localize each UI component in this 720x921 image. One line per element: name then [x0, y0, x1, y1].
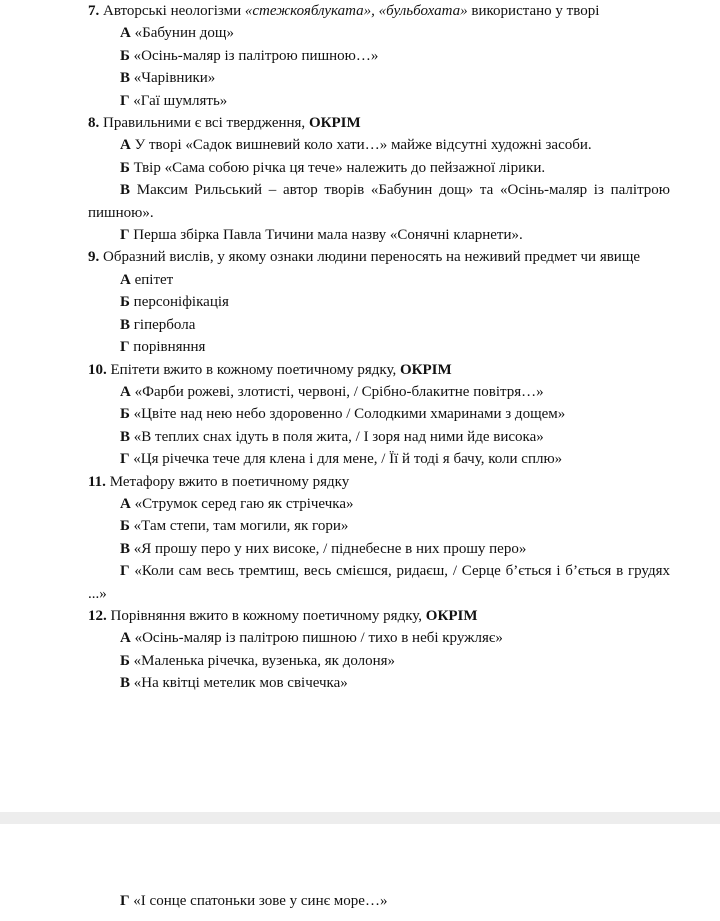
option-text: «Бабунин дощ»: [134, 25, 234, 42]
question-8-option-d: [88, 224, 670, 246]
option-text: Перша збірка Павла Тичини мала назву «Сонячні кларнети».: [133, 227, 523, 244]
option-letter: В: [120, 70, 131, 87]
question-10-option-d: [88, 448, 670, 470]
question-7-number: 7.: [88, 3, 100, 19]
question-11-option-b: [88, 515, 670, 537]
option-text: «Чарівники»: [133, 70, 216, 87]
question-10: [88, 359, 670, 381]
option-letter: Б: [120, 47, 130, 64]
question-12-bold-text: ОКРІМ: [425, 607, 478, 624]
option-text: епітет: [134, 271, 174, 288]
question-7-text-after: використано у творі: [467, 3, 600, 19]
page-two: [0, 824, 720, 921]
question-9-option-d: [88, 336, 670, 358]
option-letter: В: [120, 675, 131, 692]
question-12-option-a: [88, 627, 670, 649]
question-9-option-c: [88, 314, 670, 336]
option-text: «Ця річечка тече для клена і для мене, / Її й тоді я бачу, коли сплю»: [133, 451, 563, 468]
question-10-bold-text: ОКРІМ: [399, 361, 452, 378]
option-letter: Г: [120, 893, 130, 909]
option-text: «Струмок серед гаю як стрічечка»: [134, 495, 354, 512]
option-text: «Фарби рожеві, злотисті, червоні, / Срібно-блакитне повітря…»: [134, 383, 544, 400]
question-8-number: 8.: [88, 115, 100, 132]
question-10-number: 10.: [88, 361, 107, 378]
option-letter: Г: [120, 563, 130, 580]
option-text: порівняння: [133, 339, 206, 356]
option-letter: А: [120, 25, 131, 42]
question-12-option-b: [88, 650, 670, 672]
question-8-option-b: [88, 157, 670, 179]
option-letter: Б: [120, 652, 130, 669]
option-letter: А: [120, 271, 131, 288]
question-10-text: Епітети вжито в кожному поетичному рядку,: [110, 361, 400, 378]
question-7-text-before: Авторські неологізми: [103, 3, 245, 19]
option-text: «Я прошу перо у них високе, / піднебесне в них прошу перо»: [133, 540, 527, 557]
option-letter: В: [120, 540, 131, 557]
question-7-option-b: [88, 45, 670, 67]
question-9-option-a: [88, 269, 670, 291]
option-letter: А: [120, 137, 131, 154]
question-12-option-c: [88, 672, 670, 694]
option-text: «Гаї шумлять»: [133, 92, 228, 109]
option-text: «І сонце спатоньки зове у синє море…»: [133, 893, 388, 909]
question-12-option-d: [88, 890, 670, 912]
question-9-text: Образний вислів, у якому ознаки людини переносять на неживий предмет чи явище: [103, 249, 641, 266]
question-8-bold-text: ОКРІМ: [308, 115, 361, 132]
question-11-option-d: [88, 560, 670, 605]
question-7: [88, 0, 670, 22]
question-9-option-b: [88, 291, 670, 313]
option-text: «Осінь-маляр із палітрою пишною / тихо в небі кружляє»: [134, 630, 503, 647]
question-9: [88, 246, 670, 268]
question-7-option-c: [88, 67, 670, 89]
option-letter: Г: [120, 92, 130, 109]
question-11-option-a: [88, 493, 670, 515]
question-9-number: 9.: [88, 249, 100, 266]
question-10-option-c: [88, 426, 670, 448]
question-8: [88, 112, 670, 134]
question-8-option-a: [88, 134, 670, 156]
page-break: [0, 812, 720, 824]
option-text: Максим Рильський – автор творів «Бабунин дощ» та «Осінь-маляр із палітрою пишною».: [88, 182, 671, 221]
question-8-text: Правильними є всі твердження,: [103, 115, 309, 132]
question-7-italic-text: «стежкояблуката», «бульбохата»: [244, 3, 468, 19]
question-10-option-a: [88, 381, 670, 403]
option-text: «На квітці метелик мов свічечка»: [133, 675, 348, 692]
option-text: «Маленька річечка, вузенька, як долоня»: [133, 652, 396, 669]
question-10-option-b: [88, 403, 670, 425]
question-7-option-a: [88, 22, 670, 44]
question-12-number: 12.: [88, 607, 107, 624]
question-8-option-c: [88, 179, 670, 224]
option-text: гіпербола: [133, 316, 196, 333]
option-letter: Б: [120, 159, 130, 176]
option-text: «Коли сам весь тремтиш, весь смієшся, ридаєш, / Серце б’ється і б’ється в грудях ...»: [88, 563, 671, 602]
question-11: [88, 471, 670, 493]
question-11-option-c: [88, 538, 670, 560]
option-text: Твір «Сама собою річка ця тече» належить до пейзажної лірики.: [133, 159, 546, 176]
option-letter: В: [120, 428, 131, 445]
option-letter: В: [120, 316, 131, 333]
option-text: У творі «Садок вишневий коло хати…» майже відсутні художні засоби.: [134, 137, 592, 154]
option-letter: А: [120, 383, 131, 400]
option-text: персоніфікація: [133, 294, 229, 311]
option-letter: Г: [120, 451, 130, 468]
option-text: «В теплих снах ідуть в поля жита, / І зоря над ними йде висока»: [133, 428, 544, 445]
option-letter: Г: [120, 339, 130, 356]
option-letter: А: [120, 630, 131, 647]
question-12: [88, 605, 670, 627]
question-12-text: Порівняння вжито в кожному поетичному рядку,: [110, 607, 426, 624]
option-letter: В: [120, 182, 131, 199]
question-7-option-d: [88, 90, 670, 112]
page-two-content: [88, 890, 670, 912]
option-letter: А: [120, 495, 131, 512]
page-one-content: [88, 0, 670, 695]
option-text: «Цвіте над нею небо здоровенно / Солодкими хмаринами з дощем»: [133, 406, 566, 423]
question-11-text: Метафору вжито в поетичному рядку: [109, 473, 350, 490]
option-letter: Б: [120, 294, 130, 311]
option-letter: Г: [120, 227, 130, 244]
option-letter: Б: [120, 406, 130, 423]
question-11-number: 11.: [88, 473, 106, 490]
option-text: «Там степи, там могили, як гори»: [133, 518, 349, 535]
option-text: «Осінь-маляр із палітрою пишною…»: [133, 47, 379, 64]
option-letter: Б: [120, 518, 130, 535]
